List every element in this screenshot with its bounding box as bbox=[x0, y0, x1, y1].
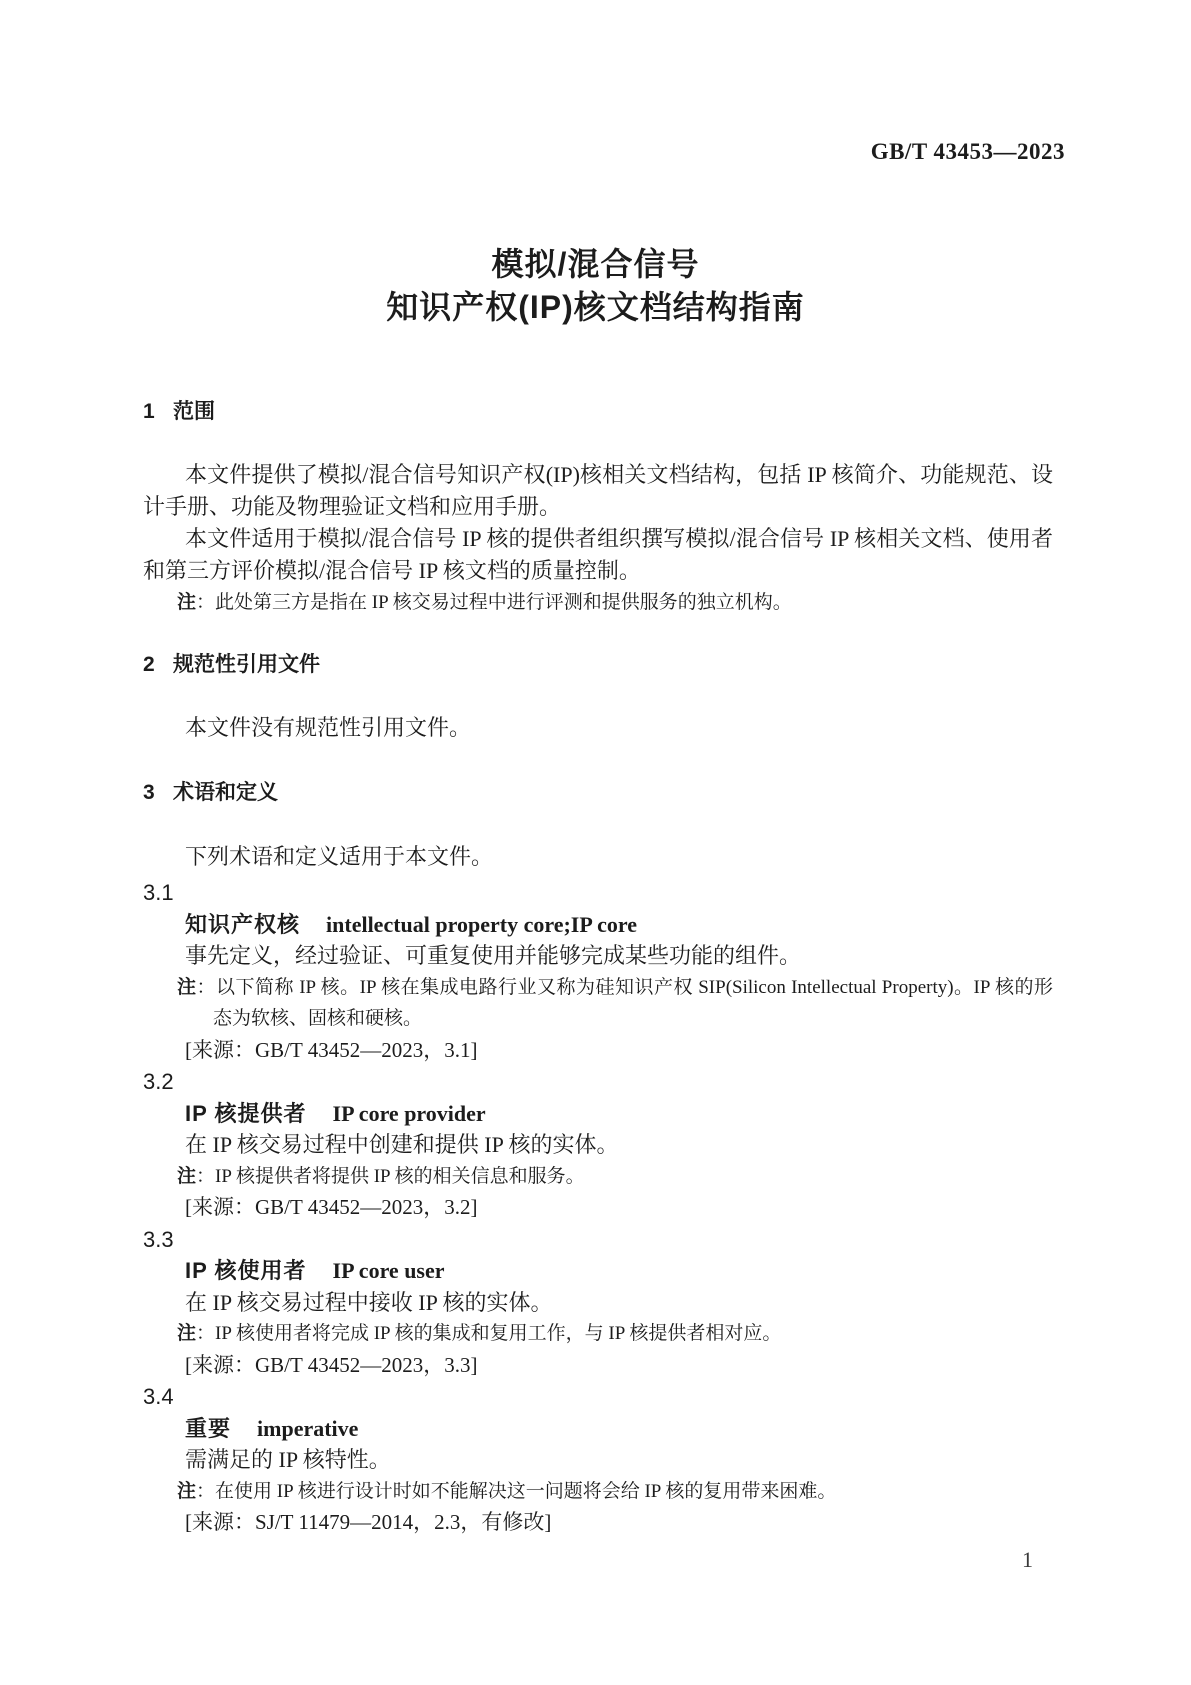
term-definition: 在 IP 核交易过程中创建和提供 IP 核的实体。 bbox=[185, 1132, 619, 1157]
section-scope-number: 1 bbox=[143, 400, 155, 423]
note-text: ：IP 核提供者将提供 IP 核的相关信息和服务。 bbox=[196, 1165, 585, 1187]
note-label: 注 bbox=[177, 1165, 197, 1187]
term-name-zh: 知识产权核 bbox=[185, 911, 301, 937]
terms-intro: 下列术语和定义适用于本文件。 bbox=[185, 844, 494, 869]
term-entry bbox=[143, 1381, 1053, 1539]
term-number: 3.3 bbox=[143, 1226, 174, 1252]
term-name bbox=[185, 1413, 1053, 1445]
term-source: [来源：GB/T 43452—2023，3.3] bbox=[185, 1352, 478, 1377]
note-label: 注 bbox=[177, 1480, 197, 1502]
section-terms-number: 3 bbox=[143, 781, 155, 804]
term-note bbox=[143, 1161, 1053, 1193]
note-label: 注 bbox=[177, 976, 197, 998]
term-source: [来源：GB/T 43452—2023，3.2] bbox=[185, 1195, 478, 1219]
note-text: ：以下简称 IP 核。IP 核在集成电路行业又称为硅知识产权 SIP(Silicon Intellectual Property)。IP 核的形态为软核、固核和硬核。 bbox=[196, 976, 1053, 1029]
term-definition: 事先定义，经过验证、可重复使用并能够完成某些功能的组件。 bbox=[185, 943, 802, 968]
term-definition: 在 IP 核交易过程中接收 IP 核的实体。 bbox=[185, 1289, 553, 1315]
terms-list bbox=[143, 877, 1053, 1539]
section-scope-title: 范围 bbox=[173, 400, 215, 423]
term-name-en: IP core user bbox=[332, 1258, 445, 1283]
note-label: 注 bbox=[177, 1323, 197, 1344]
term-name-zh: 重要 bbox=[185, 1415, 232, 1441]
term-name bbox=[185, 1098, 1053, 1130]
normative-refs-body: 本文件没有规范性引用文件。 bbox=[185, 715, 472, 740]
term-source: [来源：SJ/T 11479—2014，2.3，有修改] bbox=[185, 1510, 552, 1534]
term-name-zh: IP 核使用者 bbox=[185, 1258, 307, 1283]
term-name-en: intellectual property core;IP core bbox=[326, 911, 637, 937]
term-number: 3.2 bbox=[143, 1069, 174, 1094]
scope-paragraph-1: 本文件提供了模拟/混合信号知识产权(IP)核相关文档结构，包括 IP 核简介、功能规范、设计手册、功能及物理验证文档和应用手册。 bbox=[143, 462, 1053, 519]
term-note bbox=[143, 1318, 1053, 1350]
section-normative-refs-heading bbox=[143, 649, 1053, 681]
term-note bbox=[143, 1476, 1053, 1508]
section-normative-refs-number: 2 bbox=[143, 653, 155, 676]
term-entry bbox=[143, 877, 1053, 1066]
term-note bbox=[143, 972, 1053, 1035]
note-label: 注 bbox=[177, 592, 197, 613]
term-name bbox=[185, 1255, 1053, 1287]
document-title-line1: 模拟/混合信号 bbox=[491, 246, 700, 282]
term-entry bbox=[143, 1224, 1053, 1382]
term-entry bbox=[143, 1066, 1053, 1224]
note-text: ：IP 核使用者将完成 IP 核的集成和复用工作，与 IP 核提供者相对应。 bbox=[196, 1323, 782, 1344]
standard-code: GB/T 43453—2023 bbox=[870, 139, 1065, 164]
scope-paragraph-2: 本文件适用于模拟/混合信号 IP 核的提供者组织撰写模拟/混合信号 IP 核相关文档、使用者和第三方评价模拟/混合信号 IP 核文档的质量控制。 bbox=[143, 526, 1053, 583]
term-name-en: IP core provider bbox=[332, 1100, 486, 1126]
term-name-en: imperative bbox=[257, 1415, 359, 1441]
section-terms-title: 术语和定义 bbox=[173, 781, 278, 804]
note-text: ：在使用 IP 核进行设计时如不能解决这一问题将会给 IP 核的复用带来困难。 bbox=[196, 1480, 837, 1502]
page-number: 1 bbox=[1022, 1547, 1033, 1572]
page-content bbox=[143, 396, 1053, 1539]
term-name bbox=[185, 909, 1053, 941]
term-source: [来源：GB/T 43452—2023，3.1] bbox=[185, 1037, 478, 1062]
term-definition: 需满足的 IP 核特性。 bbox=[185, 1447, 391, 1472]
note-text: ：此处第三方是指在 IP 核交易过程中进行评测和提供服务的独立机构。 bbox=[196, 592, 792, 613]
term-number: 3.4 bbox=[143, 1384, 174, 1409]
term-name-zh: IP 核提供者 bbox=[185, 1100, 307, 1126]
term-number: 3.1 bbox=[143, 880, 174, 905]
section-scope-heading bbox=[143, 396, 1053, 428]
document-title-line2: 知识产权(IP)核文档结构指南 bbox=[386, 289, 805, 325]
scope-note bbox=[143, 587, 1053, 619]
section-normative-refs-title: 规范性引用文件 bbox=[173, 653, 320, 676]
section-terms-heading bbox=[143, 777, 1053, 809]
document-title bbox=[0, 243, 1191, 329]
